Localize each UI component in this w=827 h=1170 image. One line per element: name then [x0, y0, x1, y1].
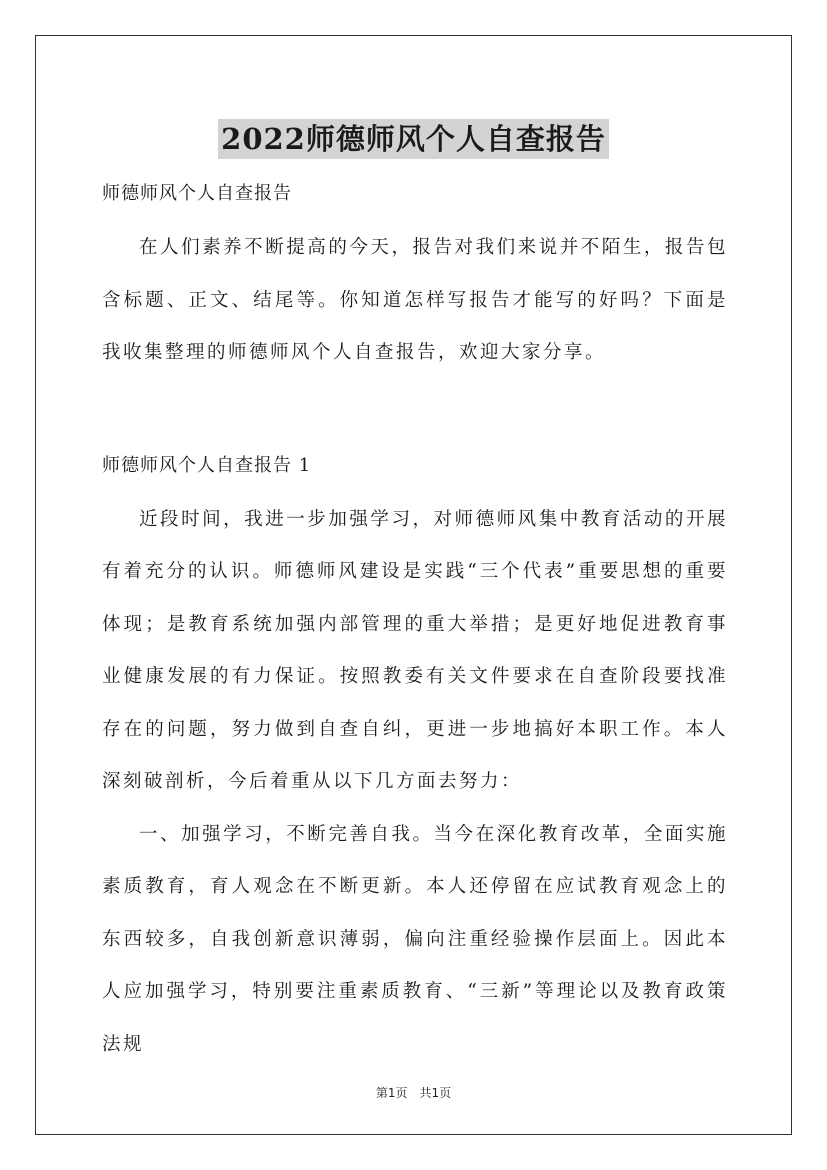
section-1-paragraph-2: 一、加强学习，不断完善自我。当今在深化教育改革，全面实施素质教育，育人观念在不断更新。本人还停留在应试教育观念上的东西较多，自我创新意识薄弱，偏向注重经验操作层面上。因此本人应加强学习，特别要注重素质教育、“三新”等理论以及教育政策法规: [102, 823, 728, 1055]
intro-paragraph: 在人们素养不断提高的今天，报告对我们来说并不陌生，报告包含标题、正文、结尾等。你知道怎样写报告才能写的好吗？下面是我收集整理的师德师风个人自查报告，欢迎大家分享。: [102, 237, 728, 363]
document-body: [102, 172, 728, 1071]
page-number: 第1页: [375, 1086, 408, 1100]
title-area: [0, 100, 827, 179]
section-1-heading: 师德师风个人自查报告 1: [102, 454, 312, 476]
document-subtitle: 师德师风个人自查报告: [102, 183, 292, 204]
section-1-paragraph-1: 近段时间，我进一步加强学习，对师德师风集中教育活动的开展有着充分的认识。师德师风建设是实践“三个代表”重要思想的重要体现；是教育系统加强内部管理的重大举措；是更好地促进教育事业健康发展的有力保证。按照教委有关文件要求在自查阶段要找准存在的问题，努力做到自查自纠，更进一步地搞好本职工作。本人深刻破剖析，今后着重从以下几方面去努力：: [102, 508, 728, 792]
page-footer: [0, 1084, 827, 1101]
document-title: 2022师德师风个人自查报告: [218, 119, 609, 159]
page-total: 共1页: [419, 1086, 452, 1100]
